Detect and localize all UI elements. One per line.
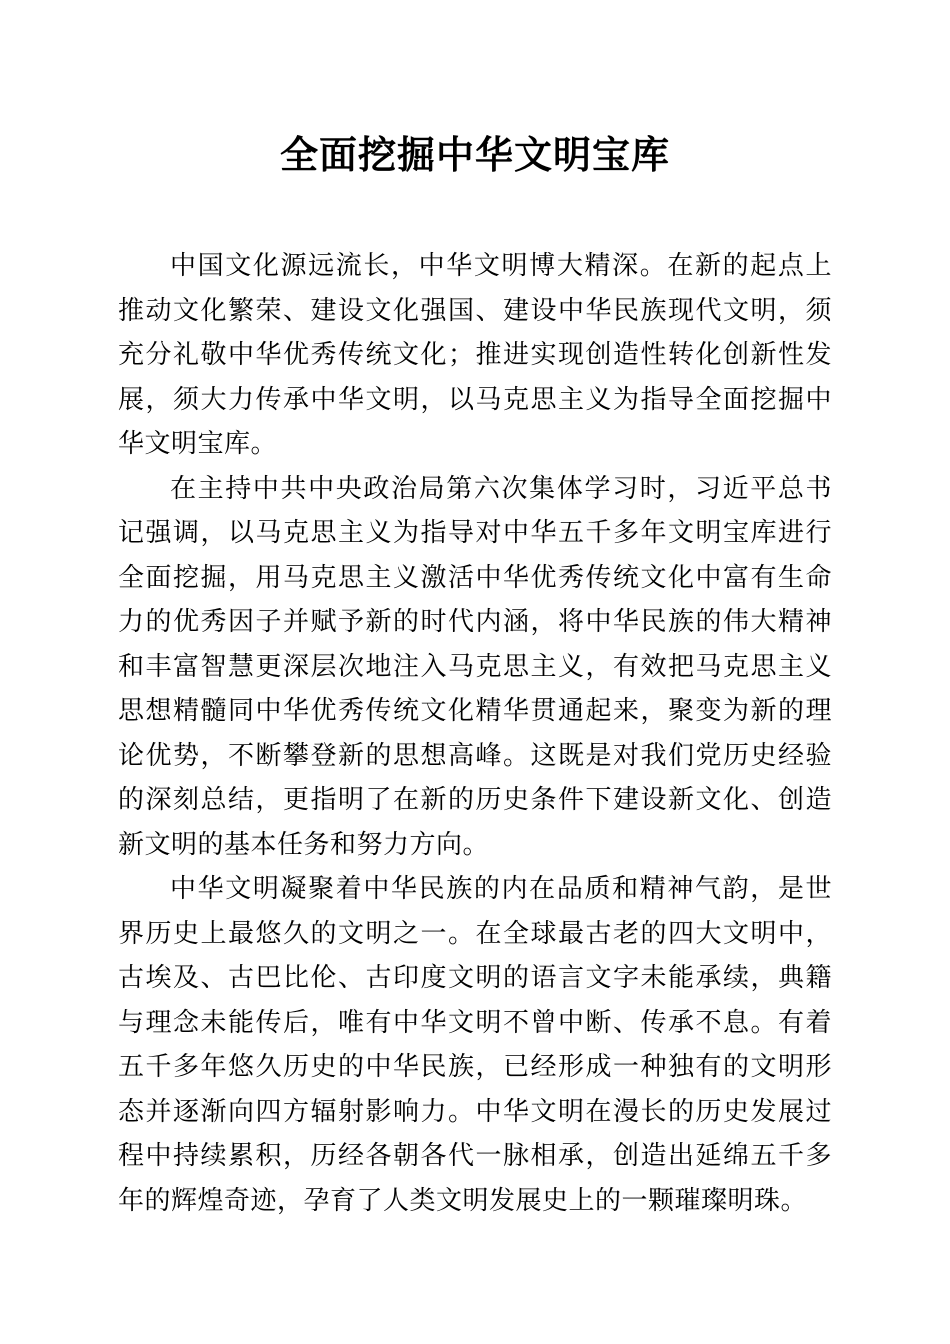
document-title: 全面挖掘中华文明宝库 (279, 135, 670, 177)
paragraph-3: 中华文明凝聚着中华民族的内在品质和精神气韵，是世界历史上最悠久的文明之一。在全球最古老的四大文明中，古埃及、古巴比伦、古印度文明的语言文字未能承续，典籍与理念未能传后，唯有中华文明不曾中断、传承不息。有着五千多年悠久历史的中华民族，已经形成一种独有的文明形态并逐渐向四方辐射影响力。中华文明在漫长的历史发展过程中持续累积，历经各朝各代一脉相承，创造出延绵五千多年的辉煌奇迹，孕育了人类文明发展史上的一颗璀璨明珠。 (118, 874, 832, 1215)
document-body (118, 244, 832, 1223)
paragraph-1: 中国文化源远流长，中华文明博大精深。在新的起点上推动文化繁荣、建设文化强国、建设中华民族现代文明，须充分礼敬中华优秀传统文化；推进实现创造性转化创新性发展，须大力传承中华文明，以马克思主义为指导全面挖掘中华文明宝库。 (118, 251, 832, 458)
paragraph-2: 在主持中共中央政治局第六次集体学习时，习近平总书记强调，以马克思主义为指导对中华五千多年文明宝库进行全面挖掘，用马克思主义激活中华优秀传统文化中富有生命力的优秀因子并赋予新的时代内涵，将中华民族的伟大精神和丰富智慧更深层次地注入马克思主义，有效把马克思主义思想精髓同中华优秀传统文化精华贯通起来，聚变为新的理论优势，不断攀登新的思想高峰。这既是对我们党历史经验的深刻总结，更指明了在新的历史条件下建设新文化、创造新文明的基本任务和努力方向。 (118, 473, 832, 859)
